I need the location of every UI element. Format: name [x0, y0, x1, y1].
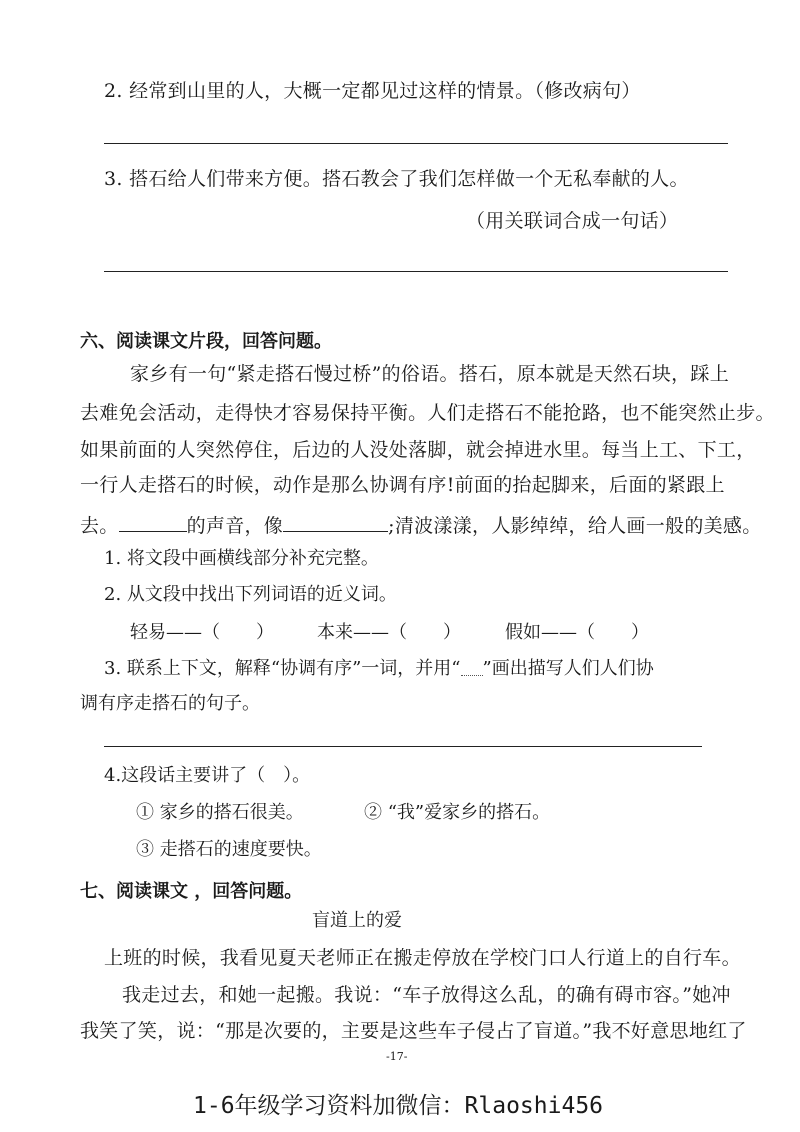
article-line: 上班的时候，我看见夏天老师正在搬走停放在学校门口人行道上的自行车。: [104, 947, 741, 969]
q3-instruction: （用关联词合成一句话）: [466, 210, 679, 232]
answer-line[interactable]: [104, 271, 728, 272]
passage-line: 去难免会活动，走得快才容易保持平衡。人们走搭石不能抢路，也不能突然止步。: [80, 402, 775, 424]
option-2[interactable]: ② “我”爱家乡的搭石。: [364, 802, 551, 823]
q3-text: ”画出描写人们人们协: [482, 658, 654, 679]
option-1[interactable]: ① 家乡的搭石很美。: [136, 802, 304, 823]
section6-heading: 六、阅读课文片段，回答问题。: [80, 331, 332, 352]
option-3[interactable]: ③ 走搭石的速度要快。: [136, 839, 322, 860]
passage-line-with-blanks: [80, 513, 762, 536]
q2-synonyms: 2. 从文段中找出下列词语的近义词。: [104, 584, 397, 605]
synonym-item[interactable]: 轻易——（ ）: [130, 622, 274, 643]
q2-modify-sentence: 2. 经常到山里的人，大概一定都见过这样的情景。（修改病句）: [104, 80, 641, 102]
synonym-item[interactable]: 假如——（ ）: [505, 622, 649, 643]
fill-blank[interactable]: [283, 513, 388, 532]
q3-explain-word: [104, 660, 654, 678]
answer-line[interactable]: [104, 143, 728, 144]
fill-blank[interactable]: [119, 513, 187, 532]
section7-heading: 七、阅读课文 ，回答问题。: [80, 881, 303, 902]
article-line: 我笑了笑，说：“那是次要的，主要是这些车子侵占了盲道。”我不好意思地红了: [80, 1020, 747, 1042]
footer-watermark: 1-6年级学习资料加微信：Rlaoshi456: [193, 1093, 604, 1119]
article-line: 我走过去，和她一起搬。我说：“车子放得这么乱，的确有碍市容。”她冲: [122, 984, 731, 1006]
q4-main-idea: 4.这段话主要讲了（ ）。: [104, 765, 311, 786]
q3-text: 3. 联系上下文，解释“协调有序”一词，并用“: [104, 658, 461, 679]
article-title: 盲道上的爱: [312, 910, 402, 931]
passage-text: ;清波漾漾，人影绰绰，给人画一般的美感。: [388, 515, 762, 537]
q3-combine-sentence: 3. 搭石给人们带来方便。搭石教会了我们怎样做一个无私奉献的人。: [104, 168, 689, 190]
q3-text-cont: 调有序走搭石的句子。: [80, 693, 260, 714]
synonym-item[interactable]: 本来——（ ）: [317, 622, 461, 643]
answer-line[interactable]: [104, 746, 702, 747]
q1-complete-blanks: 1. 将文段中画横线部分补充完整。: [104, 548, 379, 569]
passage-line: 如果前面的人突然停住，后边的人没处落脚，就会掉进水里。每当上工、下工，: [80, 439, 756, 461]
wavy-underline-mark: [461, 663, 483, 676]
passage-line: 家乡有一句“紧走搭石慢过桥”的俗语。搭石，原本就是天然石块，踩上: [130, 363, 730, 385]
page-number: -17-: [386, 1050, 408, 1063]
passage-text: 的声音，像: [186, 515, 284, 537]
passage-line: 一行人走搭石的时候，动作是那么协调有序!前面的抬起脚来，后面的紧跟上: [80, 474, 725, 496]
passage-text: 去。: [80, 515, 119, 537]
